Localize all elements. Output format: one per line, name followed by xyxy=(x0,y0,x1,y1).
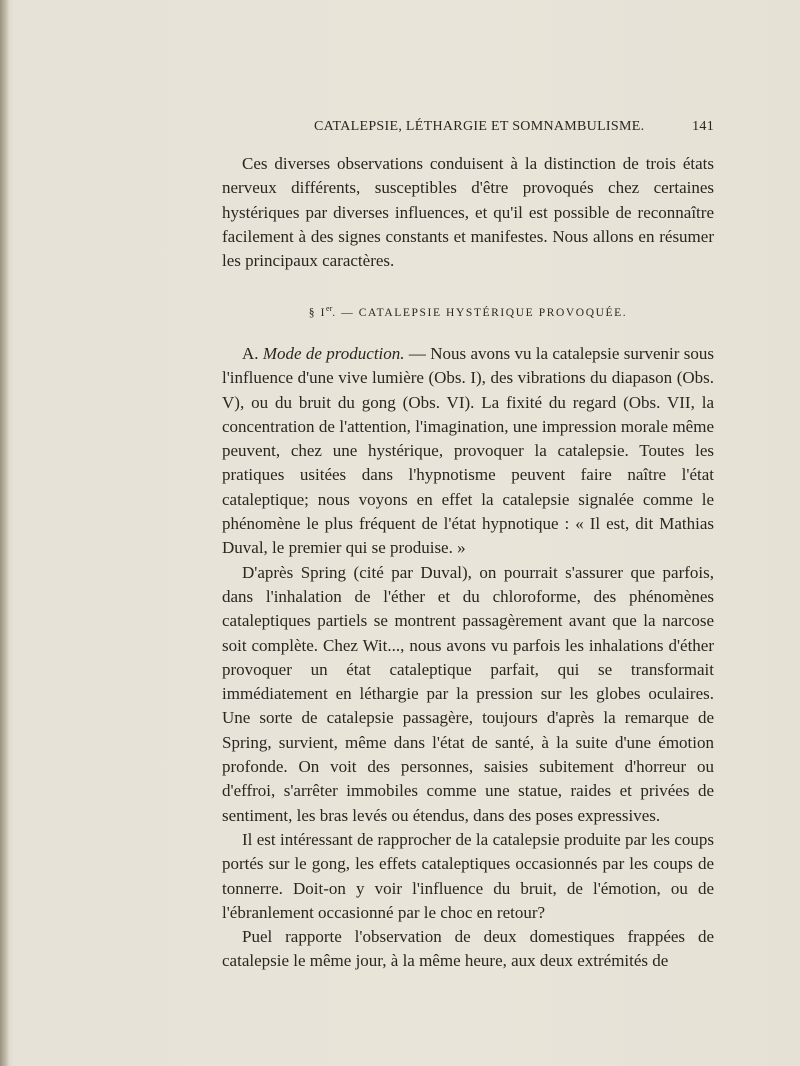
subsection-label: Mode de production. xyxy=(262,344,405,363)
section-number-suffix: er xyxy=(326,304,333,313)
paragraph-text: Nous avons vu la catalepsie survenir sous l'influence d'une vive lumière (Obs. I), des vibrations du diapason (Obs. V), ou du bruit du gong (Obs. VI). La fixité du regard (Obs. VII, la concentration de l'attention, l'imagination, une impression morale même peuvent, chez une hystérique, provoquer la catalepsie. Toutes les pratiques usitées dans l'hypnotisme peuvent faire naître l'état cataleptique; nous voyons en effet la catalepsie signalée comme le phénomène le plus fréquent de l'état hypnotique : « Il est, dit Mathias Duval, le premier qui se produise. » xyxy=(222,344,715,558)
section-number: I xyxy=(320,306,327,319)
paragraph-mode-production xyxy=(222,342,714,561)
section-heading xyxy=(222,304,714,319)
intro-block xyxy=(222,152,714,273)
intro-paragraph: Ces diverses observations conduisent à la distinction de trois états nerveux différents, susceptibles d'être provoqués chez certaines hystériques par diverses influences, et qu'il est possible de reconnaître facilement à des signes constants et manifestes. Nous allons en résumer les principaux caractères. xyxy=(222,154,714,271)
section-symbol: § xyxy=(308,306,317,319)
subsection-dash: — xyxy=(404,344,431,363)
paragraph: Il est intéressant de rapprocher de la catalepsie produite par les coups portés sur le gong, les effets cataleptiques occasionnés par les coups de tonnerre. Doit-on y voir l'influence du bruit, de l'émotion, ou de l'ébranlement occasionné par le choc en retour? xyxy=(222,829,714,922)
subsection-letter: A. xyxy=(242,344,259,363)
paragraph: Puel rapporte l'observation de deux domestiques frappées de catalepsie le même jour, à la même heure, aux deux extrémités de xyxy=(222,927,714,971)
section-title: . — CATALEPSIE HYSTÉRIQUE PROVOQUÉE. xyxy=(332,306,628,319)
main-text-block xyxy=(222,342,714,974)
page-number: 141 xyxy=(692,119,714,134)
paragraph: D'après Spring (cité par Duval), on pourrait s'assurer que parfois, dans l'inhalation de l'éther et du chloroforme, des phénomènes cataleptiques partiels se montrent passagèrement avant que la narcose soit complète. Chez Wit..., nous avons vu parfois les inhalations d'éther provoquer un état cataleptique parfait, qui se transformait immédiatement en léthargie par la pression sur les globes oculaires. Une sorte de catalepsie passagère, toujours d'après la remarque de Spring, survient, même dans l'état de santé, à la suite d'une émotion profonde. On voit des personnes, saisies subitement d'horreur ou d'effroi, s'arrêter immobiles comme une statue, raides et privées de sentiment, les bras levés ou étendus, dans des poses expressives. xyxy=(222,562,714,825)
page-spine-shadow xyxy=(0,0,9,1066)
page-header xyxy=(222,119,714,139)
running-title: CATALEPSIE, LÉTHARGIE ET SOMNAMBULISME. xyxy=(314,119,645,134)
